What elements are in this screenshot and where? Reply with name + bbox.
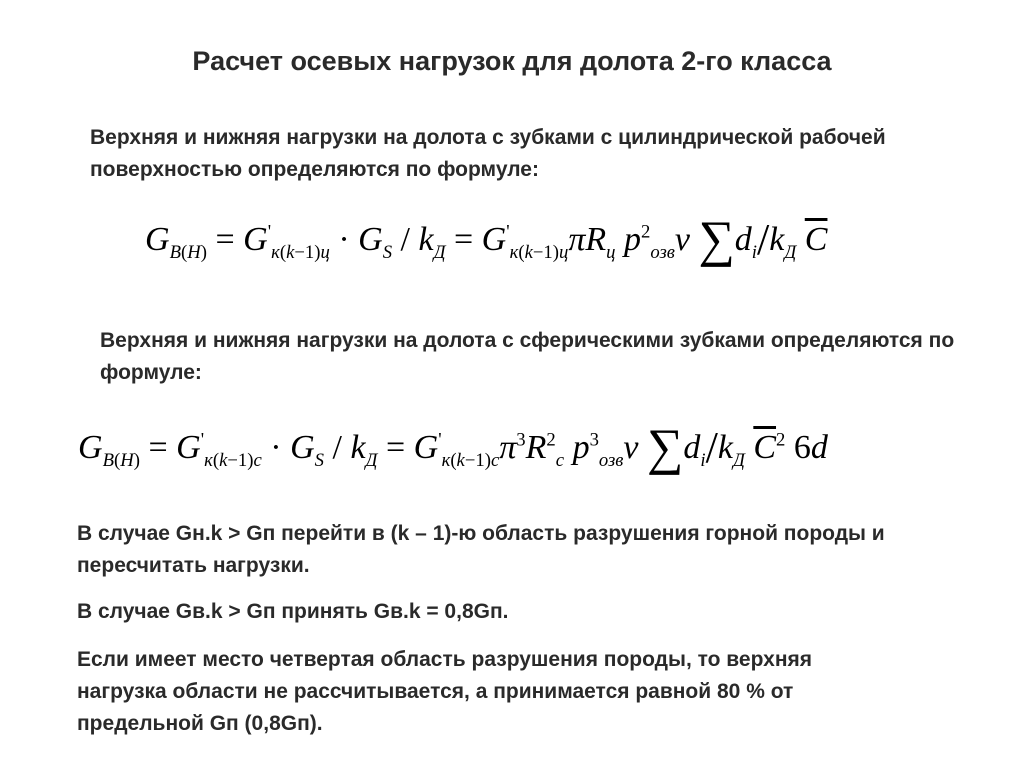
- note-3: Если имеет место четвертая область разрушения породы, то верхняя нагрузка области не рассчитывается, а принимается равной 80 % от предельной Gп (0,8Gп).: [77, 648, 813, 735]
- formula-cylindrical: $G_{В(Н)} = G'_{к(k-1)ц} \cdot G_S / k_Д = G'_{к(k-1)ц}\pi R_ц$ $p^2_{озв}\nu$ $\sum d_i/k_Д$ $\overline{C}$: [145, 212, 828, 268]
- intro-cylindrical: Верхняя и нижняя нагрузки на долота с зубками с цилиндрической рабочей поверхностью определяются по формуле:: [90, 126, 886, 181]
- formula-spherical: $G_{В(Н)} = G'_{к(k-1)с} \cdot G_S / k_Д = G'_{к(k-1)с}\pi^3R^2_с$ $p^3_{озв}\nu$ $\sum d_i/k_Д$ $\overline{C}^2$ 6d: [78, 420, 828, 476]
- slide-title: Расчет осевых нагрузок для долота 2-го класса: [192, 46, 832, 76]
- intro-spherical: Верхняя и нижняя нагрузки на долота с сферическими зубками определяются по формуле:: [100, 329, 955, 384]
- note-2: В случае Gв.k > Gп принять Gв.k = 0,8Gп.: [77, 600, 509, 623]
- note-1: В случае Gн.k > Gп перейти в (k – 1)-ю область разрушения горной породы и пересчитать нагрузки.: [77, 522, 885, 577]
